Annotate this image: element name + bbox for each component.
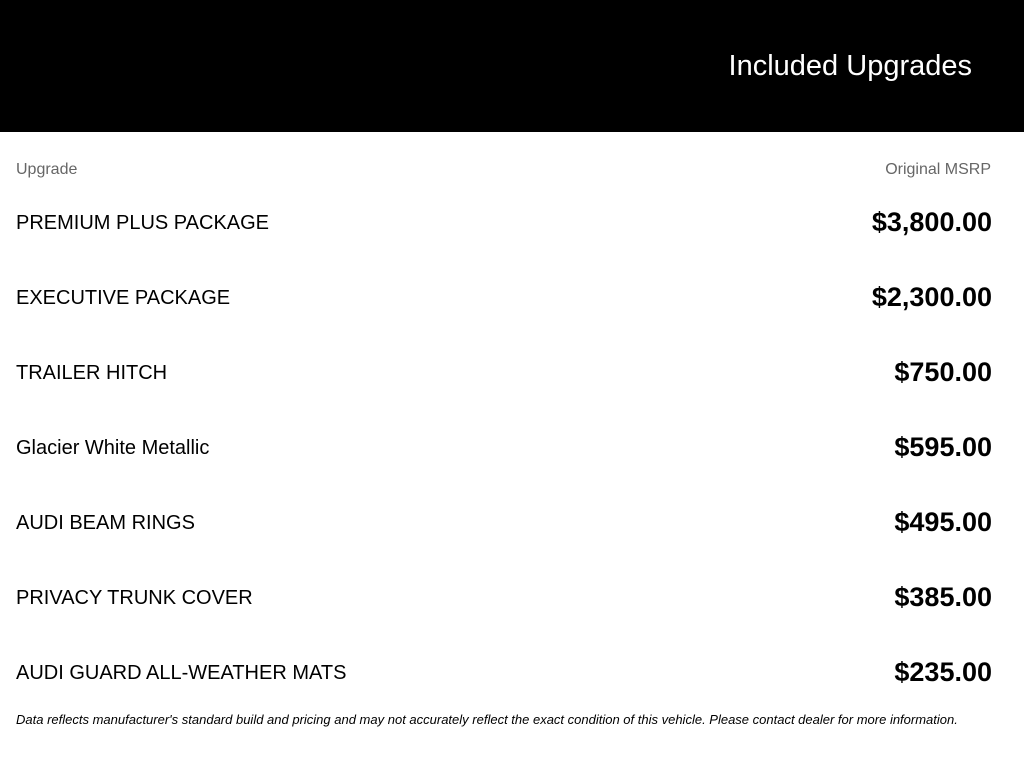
upgrade-price: $750.00 xyxy=(894,357,992,387)
upgrade-price: $385.00 xyxy=(894,582,992,612)
upgrade-name: Glacier White Metallic xyxy=(16,437,210,459)
upgrade-name: EXECUTIVE PACKAGE xyxy=(16,287,231,309)
upgrade-name: TRAILER HITCH xyxy=(16,362,168,384)
disclaimer-text: Data reflects manufacturer's standard build and pricing and may not accurately reflect the exact condition of this vehicle. Please contact dealer for more information. xyxy=(16,712,958,727)
upgrade-row xyxy=(0,185,1024,260)
upgrade-list xyxy=(0,185,1024,710)
upgrade-row xyxy=(0,260,1024,335)
upgrade-price: $495.00 xyxy=(894,507,992,537)
upgrade-price: $235.00 xyxy=(894,657,992,687)
upgrade-row xyxy=(0,560,1024,635)
upgrade-row xyxy=(0,410,1024,485)
upgrade-price: $595.00 xyxy=(894,432,992,462)
upgrade-name: AUDI BEAM RINGS xyxy=(16,512,195,534)
upgrade-row xyxy=(0,335,1024,410)
header-banner xyxy=(0,0,1024,132)
upgrade-price: $3,800.00 xyxy=(871,207,992,237)
upgrade-name: AUDI GUARD ALL-WEATHER MATS xyxy=(16,662,347,684)
page-title: Included Upgrades xyxy=(728,50,972,82)
upgrade-row xyxy=(0,485,1024,560)
column-header-msrp: Original MSRP xyxy=(885,161,991,178)
upgrade-name: PRIVACY TRUNK COVER xyxy=(16,587,253,609)
upgrade-row xyxy=(0,635,1024,710)
upgrade-price: $2,300.00 xyxy=(871,282,992,312)
column-header-upgrade: Upgrade xyxy=(16,161,78,178)
upgrade-name: PREMIUM PLUS PACKAGE xyxy=(16,212,270,234)
